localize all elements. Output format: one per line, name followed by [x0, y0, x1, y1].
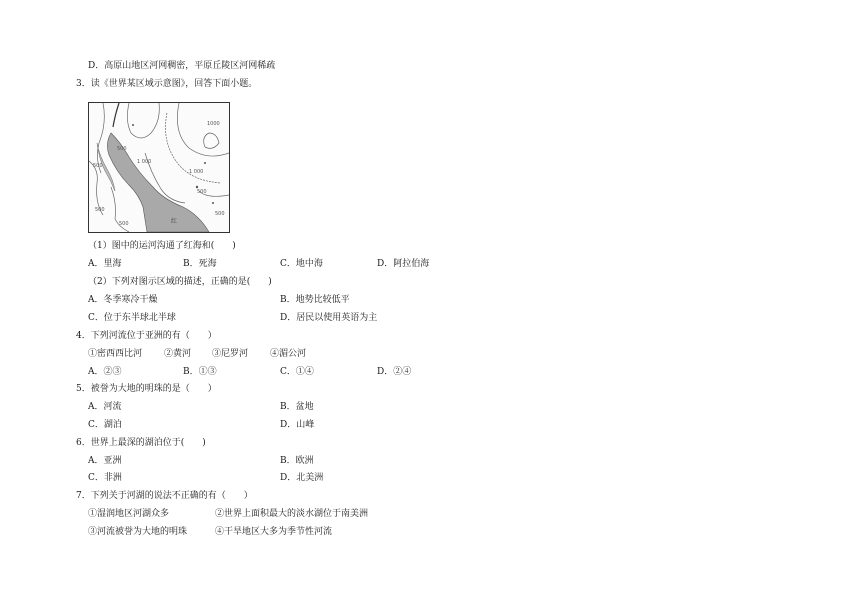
- item-3: ③河流被誉为大地的明珠: [88, 527, 188, 537]
- question-3-1-stem: （1）图中的运河沟通了红海和( ): [88, 241, 236, 251]
- contour-label: 500: [119, 221, 129, 227]
- option-a: A．亚洲: [88, 456, 122, 466]
- option-a: A．冬季寒冷干燥: [88, 295, 158, 305]
- option-b: B．①③: [183, 367, 217, 377]
- water-label: 红: [171, 218, 178, 225]
- item-2: ②黄河: [164, 349, 192, 359]
- contour-label: 1000: [207, 121, 220, 127]
- item-1: ①湿润地区河湖众多: [88, 509, 170, 519]
- item-4: ④湄公河: [270, 349, 307, 359]
- option-d: D．②④: [377, 367, 412, 377]
- item-2: ②世界上面积最大的淡水湖位于南美洲: [215, 509, 369, 519]
- contour-label: 500: [117, 146, 127, 152]
- option-b: B．欧洲: [280, 456, 314, 466]
- question-7-stem: 7．下列关于河湖的说法不正确的有（ ）: [76, 491, 253, 501]
- contour-label: 500: [215, 211, 225, 217]
- question-5-stem: 5．被誉为大地的明珠的是（ ）: [76, 384, 217, 394]
- option-d: D．居民以使用英语为主: [280, 313, 378, 323]
- item-3: ③尼罗河: [212, 349, 249, 359]
- option-b: B．盆地: [280, 402, 314, 412]
- question-3-2-stem: （2）下列对图示区域的描述，正确的是( ): [88, 277, 272, 287]
- question-3-stem: 3．读《世界某区域示意图》，回答下面小题。: [76, 79, 258, 89]
- option-b: B．死海: [183, 259, 217, 269]
- option-a: A．里海: [88, 259, 122, 269]
- option-c: C．非洲: [88, 473, 122, 483]
- question-6-stem: 6．世界上最深的湖泊位于( ): [76, 438, 206, 448]
- contour-label: 500: [93, 163, 103, 169]
- option-d: D．阿拉伯海: [377, 259, 430, 269]
- option-d: D．北美洲: [280, 473, 324, 483]
- option-c: C．①④: [280, 367, 314, 377]
- option-a: A．②③: [88, 367, 122, 377]
- q2-option-d: D．高原山地区河网稠密，平原丘陵区河网稀疏: [88, 61, 276, 71]
- option-c: C．湖泊: [88, 420, 122, 430]
- contour-label: 500: [197, 189, 207, 195]
- contour-label: 1 000: [137, 159, 152, 165]
- region-map: [88, 102, 230, 233]
- option-c: C．位于东半球北半球: [88, 313, 176, 323]
- contour-label: 1 000: [189, 169, 204, 175]
- region-map-drawing: [89, 103, 229, 232]
- contour-label: 500: [95, 207, 105, 213]
- item-4: ④干旱地区大多为季节性河流: [215, 527, 333, 537]
- option-c: C．地中海: [280, 259, 323, 269]
- item-1: ①密西西比河: [88, 349, 143, 359]
- option-b: B．地势比较低平: [280, 295, 350, 305]
- option-a: A．河流: [88, 402, 122, 412]
- question-4-stem: 4．下列河流位于亚洲的有（ ）: [76, 331, 217, 341]
- option-d: D．山峰: [280, 420, 315, 430]
